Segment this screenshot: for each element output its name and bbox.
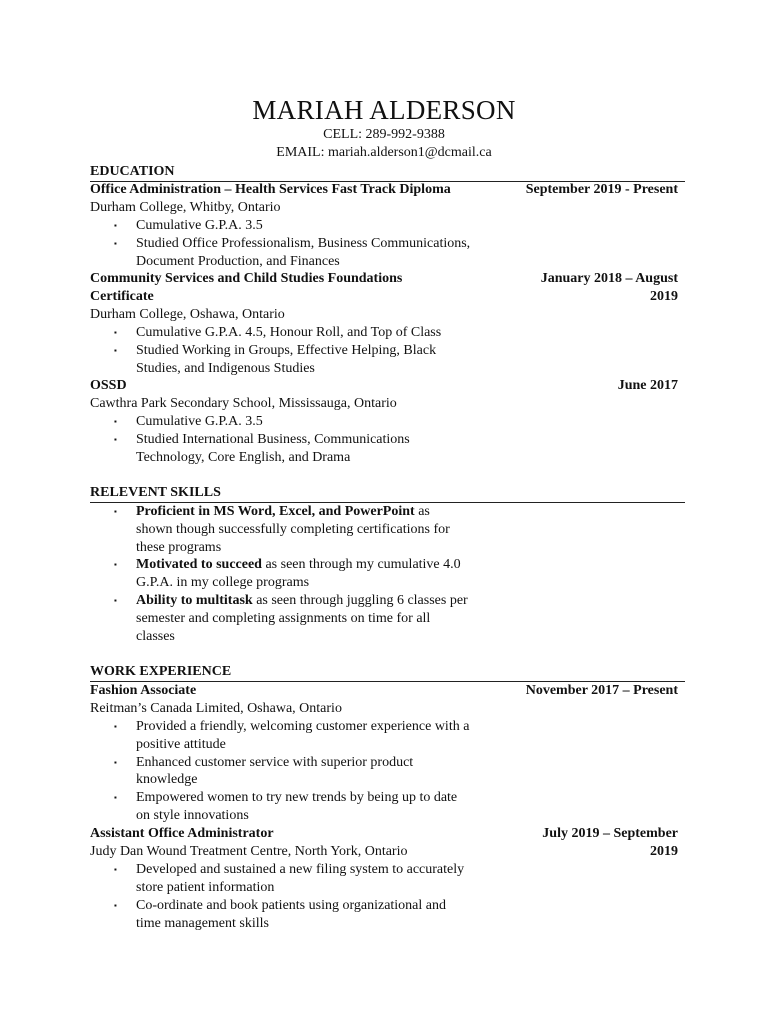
contact-email: EMAIL: mariah.alderson1@dcmail.ca: [276, 145, 492, 160]
bullet-icon: ▪: [114, 865, 117, 874]
bullet-icon: ▪: [114, 901, 117, 910]
education-entry-title: OSSD: [90, 378, 127, 393]
skills-heading: RELEVENT SKILLS: [90, 484, 685, 503]
bullet-icon: ▪: [114, 346, 117, 355]
education-entry-title-cont: Certificate: [90, 289, 154, 304]
education-entry-school: Cawthra Park Secondary School, Mississauga, Ontario: [90, 396, 397, 411]
education-entry-date: September 2019 - Present: [525, 182, 678, 197]
bullet-icon: ▪: [114, 722, 117, 731]
education-entry-title: Office Administration – Health Services Fast Track Diploma: [90, 182, 451, 197]
bullet-icon: ▪: [114, 328, 117, 337]
bullet-icon: ▪: [114, 507, 117, 516]
education-entry-date: June 2017: [617, 378, 678, 393]
resume-page: MARIAH ALDERSON CELL: 289-992-9388 EMAIL: mariah.alderson1@dcmail.ca EDUCATION Office Administration – Health Services Fast Track Diploma September 2019 - Present Durham College, Whitby, Ontario ▪ Cumulative G.P.A. 3.5 ▪ Studied Office Professionalism, Business Communications, Document Production, and Finances Community Services and Child Studies Foundations January 2018 – August Certificate 2019 Durham College, Oshawa, Ontario ▪ Cumulative G.P.A. 4.5, Honour Roll, and Top of Class ▪ Studied Working in Groups, Effective Helping, Black Studies, and Indigenous Studies OSSD June 2017 Cawthra Park Secondary School, Mississauga, Ontario ▪ Cumulative G.P.A. 3.5 ▪ Studied International Business, Communications Technology, Core English, and Drama RELEVENT SKILLS ▪ Proficient in MS Word, Excel, and PowerPoint as shown though successfully completing certifications for these programs ▪ Motivated to succeed as seen through my cumulative 4.0 G.P.A. in my college programs ▪ Ability to multitask as seen through juggling 6 classes per semester and completing assignments on time for all classes WORK EXPERIENCE Fashion Associate November 2017 – Present Reitman’s Canada Limited, Oshawa, Ontario ▪ Provided a friendly, welcoming customer experience with a positive attitude ▪ Enhanced customer service with superior product knowledge ▪ Empowered women to try new trends by being up to date on style innovations Assistant Office Administrator July 2019 – September Judy Dan Wound Treatment Centre, North York, Ontario 2019 ▪ Developed and sustained a new filing system to accurately store patient information ▪ Co-ordinate and book patients using organizational and time management skills: [0, 0, 768, 1024]
bullet-icon: ▪: [114, 596, 117, 605]
work-heading: WORK EXPERIENCE: [90, 663, 685, 682]
job-title: Fashion Associate: [90, 683, 197, 698]
job-date-cont: 2019: [650, 844, 678, 859]
education-entry-date: January 2018 – August: [540, 271, 678, 286]
bullet-icon: ▪: [114, 560, 117, 569]
bullet-icon: ▪: [114, 758, 117, 767]
education-heading: EDUCATION: [90, 163, 685, 182]
job-title: Assistant Office Administrator: [90, 826, 274, 841]
job-date: November 2017 – Present: [525, 683, 678, 698]
education-entry-title: Community Services and Child Studies Foundations: [90, 271, 403, 286]
bullet-icon: ▪: [114, 221, 117, 230]
education-entry-school: Durham College, Whitby, Ontario: [90, 200, 281, 215]
job-employer: Judy Dan Wound Treatment Centre, North York, Ontario: [90, 844, 408, 859]
education-entry-school: Durham College, Oshawa, Ontario: [90, 307, 285, 322]
resume-name: MARIAH ALDERSON: [252, 95, 516, 125]
job-employer: Reitman’s Canada Limited, Oshawa, Ontario: [90, 701, 342, 716]
bullet-icon: ▪: [114, 417, 117, 426]
job-date: July 2019 – September: [542, 826, 678, 841]
bullet-icon: ▪: [114, 239, 117, 248]
bullet-icon: ▪: [114, 793, 117, 802]
bullet-icon: ▪: [114, 435, 117, 444]
contact-cell: CELL: 289-992-9388: [323, 127, 445, 142]
education-entry-date-cont: 2019: [650, 289, 678, 304]
